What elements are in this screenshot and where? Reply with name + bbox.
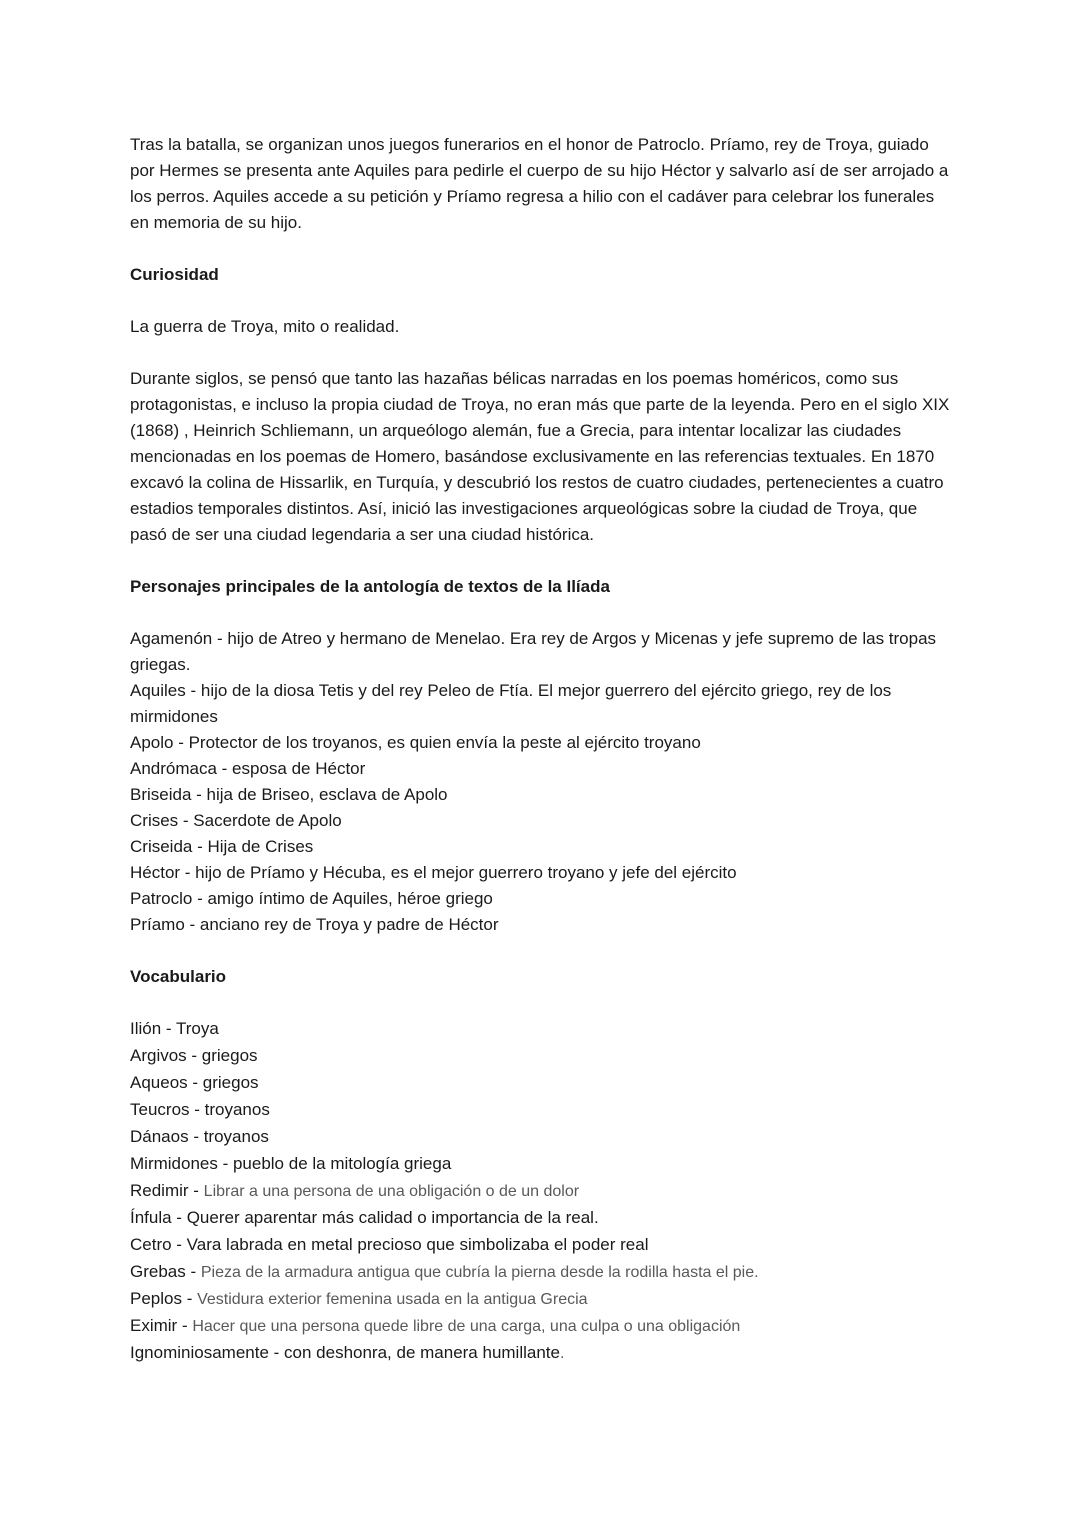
vocab-item: [130, 1178, 950, 1205]
vocab-term: Ínfula - Querer aparentar más calidad o importancia de la real.: [130, 1208, 599, 1227]
vocab-term: Grebas -: [130, 1262, 201, 1281]
curiosidad-body: Durante siglos, se pensó que tanto las hazañas bélicas narradas en los poemas homéricos, como sus protagonistas, e incluso la propia ciudad de Troya, no eran más que parte de la leyenda. Pero en el siglo XIX (1868) , Heinrich Schliemann, un arqueólogo alemán, fue a Grecia, para intentar localizar las ciudades mencionadas en los poemas de Homero, basándose exclusivamente en las referencias textuales. En 1870 excavó la colina de Hissarlik, en Turquía, y descubrió los restos de cuatro ciudades, pertenecientes a cuatro estadios temporales distintos. Así, inició las investigaciones arqueológicas sobre la ciudad de Troya, que pasó de ser una ciudad legendaria a ser una ciudad histórica.: [130, 369, 950, 544]
vocab-item: [130, 1313, 950, 1340]
personaje-item: Patroclo - amigo íntimo de Aquiles, héroe griego: [130, 889, 493, 908]
personajes-list: [130, 626, 950, 938]
personaje-item: Briseida - hija de Briseo, esclava de Apolo: [130, 785, 448, 804]
vocab-item: [130, 1097, 950, 1124]
vocab-item: [130, 1286, 950, 1313]
heading-personajes: Personajes principales de la antología de textos de la Ilíada: [130, 577, 610, 596]
vocab-item: [130, 1232, 950, 1259]
vocab-item: [130, 1205, 950, 1232]
vocab-definition: Librar a una persona de una obligación o de un dolor: [203, 1183, 580, 1200]
vocab-item: [130, 1016, 950, 1043]
vocab-term: Peplos -: [130, 1289, 198, 1308]
vocab-term: Ignominiosamente - con deshonra, de manera humillante: [130, 1343, 560, 1362]
vocab-term: Teucros - troyanos: [130, 1100, 270, 1119]
vocab-item: [130, 1340, 950, 1367]
vocab-item: [130, 1124, 950, 1151]
intro-paragraph: Tras la batalla, se organizan unos juegos funerarios en el honor de Patroclo. Príamo, rey de Troya, guiado por Hermes se presenta ante Aquiles para pedirle el cuerpo de su hijo Héctor y salvarlo así de ser arrojado a los perros. Aquiles accede a su petición y Príamo regresa a hilio con el cadáver para celebrar los funerales en memoria de su hijo.: [130, 135, 949, 232]
vocab-definition: .: [559, 1345, 565, 1362]
heading-vocabulario: Vocabulario: [130, 967, 227, 986]
vocab-term: Eximir -: [130, 1316, 193, 1335]
personaje-item: Agamenón - hijo de Atreo y hermano de Menelao. Era rey de Argos y Micenas y jefe supremo de las tropas griegas.: [130, 629, 937, 674]
vocabulario-list: [130, 1016, 950, 1367]
personaje-item: Crises - Sacerdote de Apolo: [130, 811, 342, 830]
vocab-definition: Pieza de la armadura antigua que cubría la pierna desde la rodilla hasta el pie.: [200, 1264, 759, 1281]
heading-curiosidad: Curiosidad: [130, 265, 219, 284]
vocab-item: [130, 1259, 950, 1286]
vocab-definition: Vestidura exterior femenina usada en la antigua Grecia: [197, 1291, 588, 1308]
vocab-term: Redimir -: [130, 1181, 204, 1200]
vocab-term: Ilión - Troya: [130, 1019, 219, 1038]
personaje-item: Apolo - Protector de los troyanos, es quien envía la peste al ejército troyano: [130, 733, 701, 752]
personaje-item: Criseida - Hija de Crises: [130, 837, 314, 856]
vocab-term: Dánaos - troyanos: [130, 1127, 269, 1146]
vocab-term: Cetro - Vara labrada en metal precioso que simbolizaba el poder real: [130, 1235, 649, 1254]
personaje-item: Andrómaca - esposa de Héctor: [130, 759, 366, 778]
personaje-item: Héctor - hijo de Príamo y Hécuba, es el mejor guerrero troyano y jefe del ejército: [130, 863, 737, 882]
vocab-item: [130, 1070, 950, 1097]
vocab-term: Argivos - griegos: [130, 1046, 258, 1065]
personaje-item: Aquiles - hijo de la diosa Tetis y del rey Peleo de Ftía. El mejor guerrero del ejército griego, rey de los mirmidones: [130, 681, 892, 726]
curiosidad-subtitle: La guerra de Troya, mito o realidad.: [130, 317, 400, 336]
vocab-item: [130, 1043, 950, 1070]
vocab-term: Mirmidones - pueblo de la mitología griega: [130, 1154, 452, 1173]
vocab-term: Aqueos - griegos: [130, 1073, 259, 1092]
vocab-definition: Hacer que una persona quede libre de una carga, una culpa o una obligación: [192, 1318, 741, 1335]
vocab-item: [130, 1151, 950, 1178]
personaje-item: Príamo - anciano rey de Troya y padre de Héctor: [130, 915, 499, 934]
